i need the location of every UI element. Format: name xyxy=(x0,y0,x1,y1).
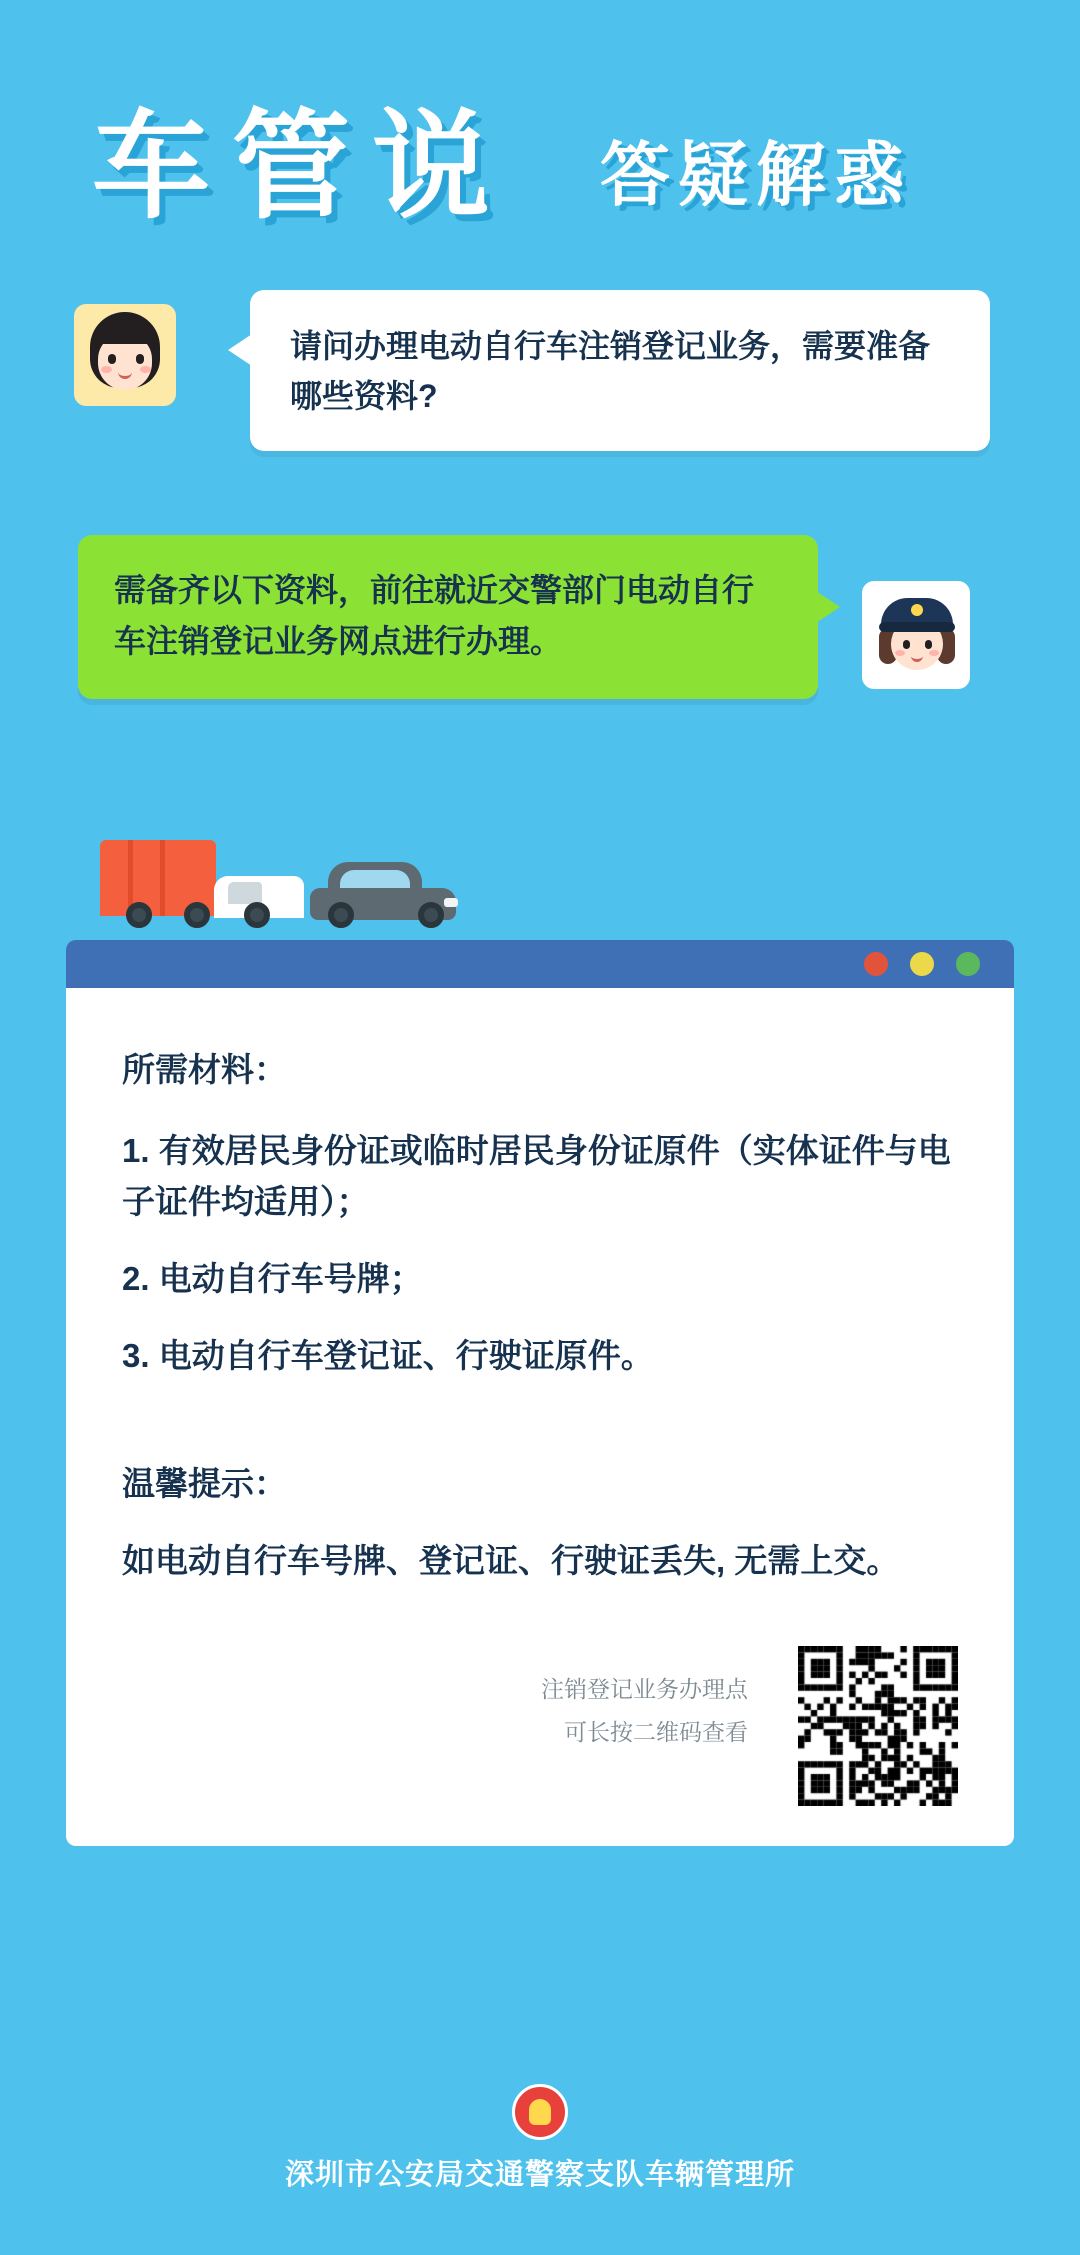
page-title: 车管说 xyxy=(92,101,513,233)
question-bubble xyxy=(250,290,990,451)
answer-bubble xyxy=(78,535,818,699)
girl-bangs-shape xyxy=(94,318,156,344)
qr-caption-line1: 注销登记业务办理点 xyxy=(541,1675,748,1702)
answer-text: 需备齐以下资料，前往就近交警部门电动自行车注销登记业务网点进行办理。 xyxy=(114,572,755,660)
list-item: 1. 有效居民身份证或临时居民身份证原件（实体证件与电子证件均适用）； xyxy=(122,1132,951,1221)
qr-code-icon[interactable] xyxy=(798,1646,958,1806)
question-text: 请问办理电动自行车注销登记业务，需要准备哪些资料? xyxy=(290,328,931,414)
content-spacer xyxy=(122,1408,958,1458)
window-dot-yellow-icon[interactable] xyxy=(910,952,934,976)
police-badge-icon xyxy=(512,2084,568,2140)
police-cap-brim xyxy=(879,622,955,632)
page-subtitle: 答疑解惑 xyxy=(600,136,912,214)
qr-section xyxy=(122,1646,958,1806)
police-cap-badge-icon xyxy=(911,604,923,616)
page-header xyxy=(0,60,1080,250)
girl-cheek-right xyxy=(140,366,151,373)
truck-wheel-1 xyxy=(126,902,152,928)
materials-heading: 所需材料： xyxy=(122,1051,287,1088)
car-wheel-1 xyxy=(328,902,354,928)
police-eye-left xyxy=(903,640,910,649)
truck-stripe-2 xyxy=(160,840,165,916)
window-dot-green-icon[interactable] xyxy=(956,952,980,976)
page-footer xyxy=(0,2084,1080,2193)
window-dot-red-icon[interactable] xyxy=(864,952,888,976)
list-item: 2. 电动自行车号牌； xyxy=(122,1260,423,1298)
card-content xyxy=(66,988,1014,1846)
car-headlight xyxy=(444,898,458,907)
truck-window xyxy=(228,882,262,904)
girl-avatar-icon xyxy=(74,304,176,406)
police-eye-right xyxy=(925,640,932,649)
police-cheek-right xyxy=(929,650,939,656)
girl-cheek-left xyxy=(101,366,112,373)
info-card xyxy=(66,830,1014,1846)
card-title-bar xyxy=(66,940,1014,988)
truck-wheel-3 xyxy=(244,902,270,928)
footer-text: 深圳市公安局交通警察支队车辆管理所 xyxy=(284,2159,795,2191)
car-wheel-2 xyxy=(418,902,444,928)
truck-wheel-2 xyxy=(184,902,210,928)
police-officer-avatar-icon xyxy=(862,581,970,689)
girl-eye-right xyxy=(136,354,144,364)
police-cheek-left xyxy=(895,650,905,656)
list-item: 3. 电动自行车登记证、行驶证原件。 xyxy=(122,1337,654,1375)
vehicle-illustration xyxy=(66,830,1014,940)
qr-caption-line2: 可长按二维码查看 xyxy=(564,1719,748,1746)
tip-text: 如电动自行车号牌、登记证、行驶证丢失, 无需上交。 xyxy=(122,1541,900,1579)
qr-caption xyxy=(541,1668,748,1755)
tip-heading: 温馨提示： xyxy=(122,1464,287,1502)
girl-eye-left xyxy=(108,354,116,364)
